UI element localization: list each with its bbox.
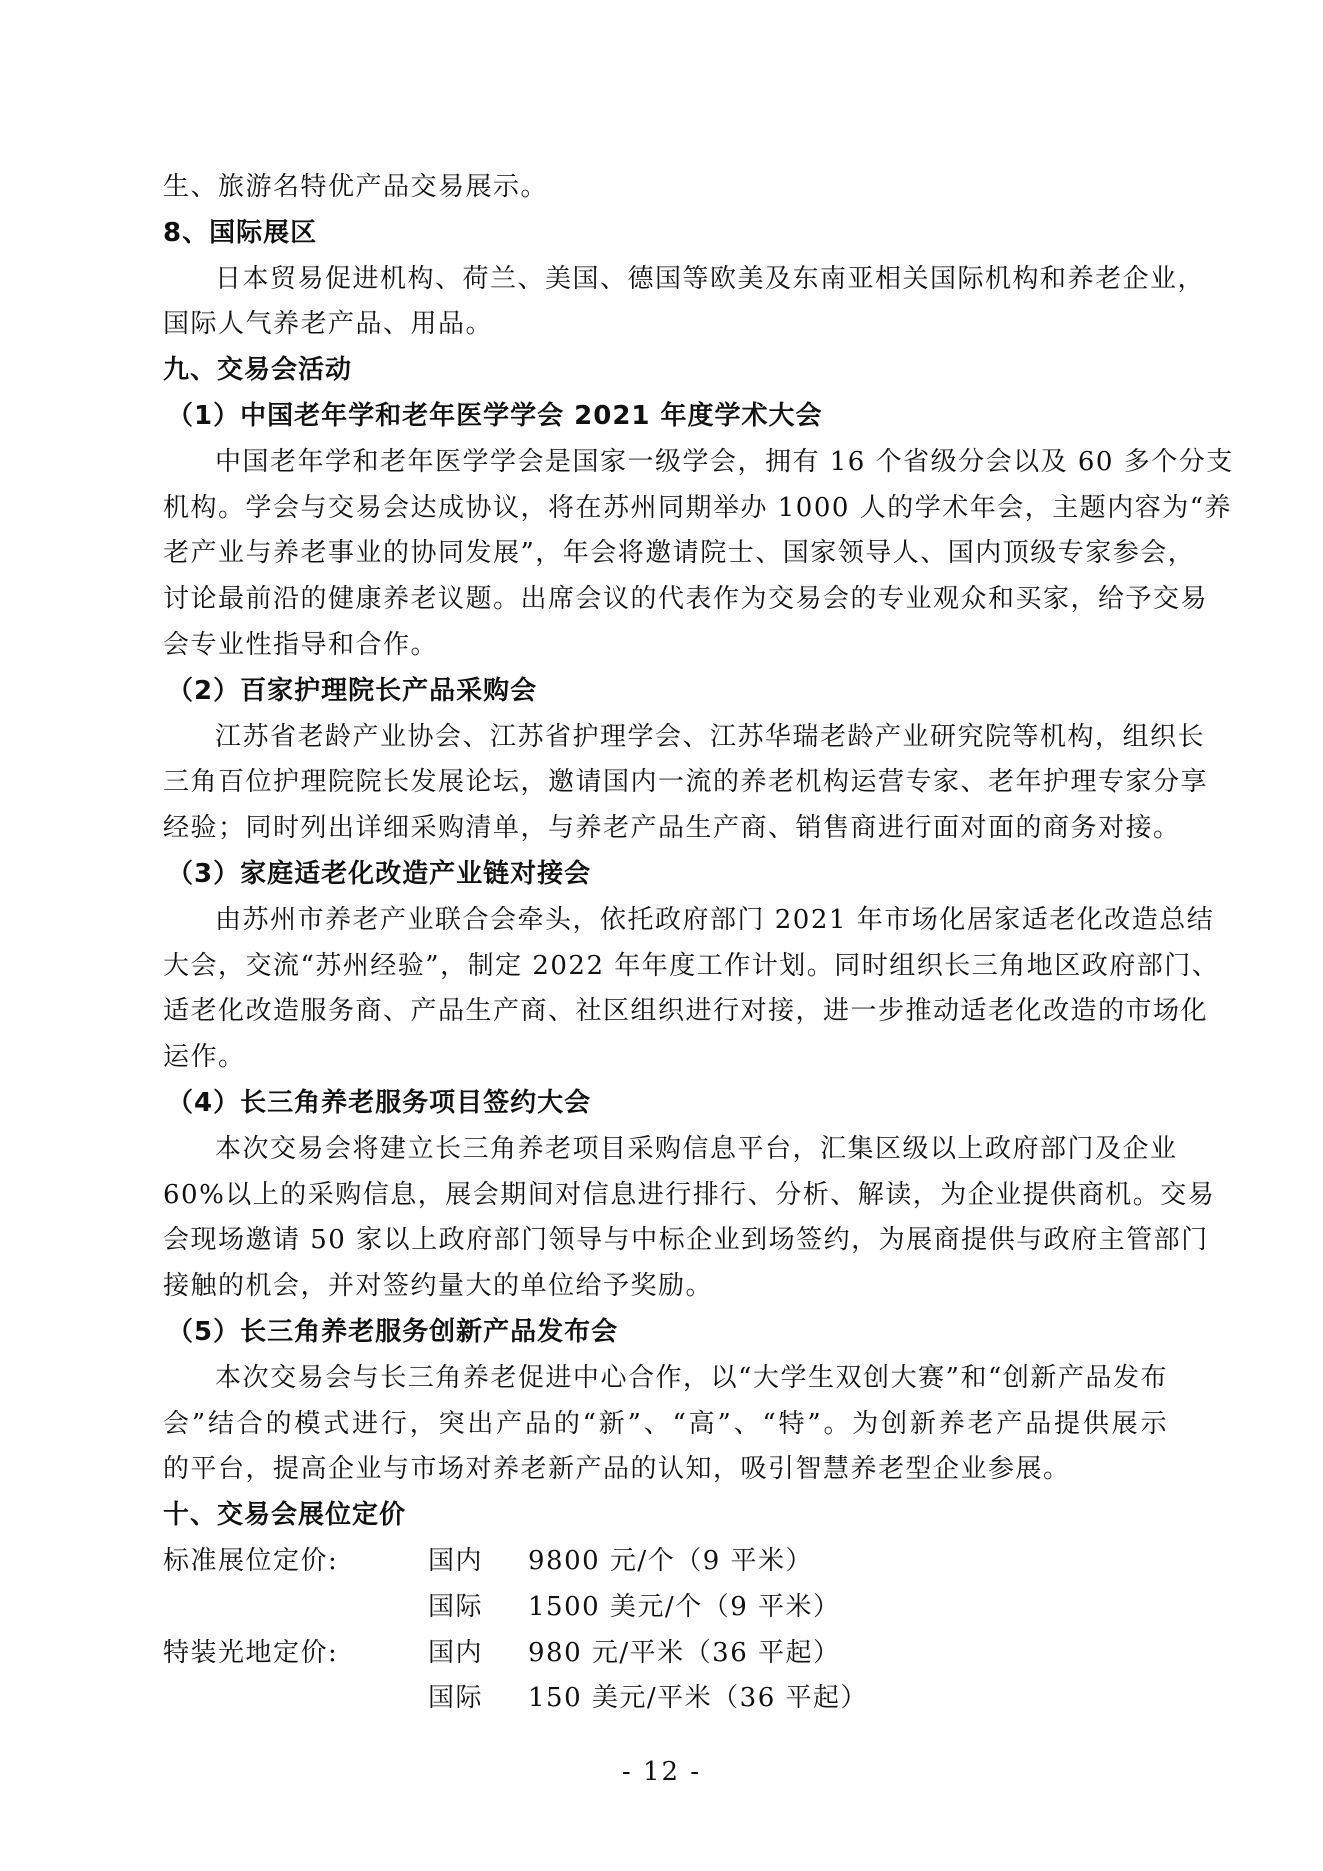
pricing-region: 国际 — [428, 1591, 484, 1622]
paragraph-line: 三角百位护理院院长发展论坛，邀请国内一流的养老机构运营专家、老年护理专家分享 — [163, 767, 1209, 798]
pricing-region: 国际 — [428, 1683, 484, 1714]
paragraph-line: 讨论最前沿的健康养老议题。出席会议的代表作为交易会的专业观众和买家，给予交易 — [163, 584, 1209, 615]
subsection-heading: （2）百家护理院长产品采购会 — [167, 675, 538, 706]
pricing-table — [163, 1539, 1168, 1722]
section-heading: 8、国际展区 — [163, 217, 318, 248]
document-page — [163, 165, 1234, 1722]
pricing-region: 国内 — [428, 1637, 484, 1668]
paragraph-line: 国际人气养老产品、用品。 — [163, 309, 494, 340]
paragraph-line: 老产业与养老事业的协同发展”，年会将邀请院士、国家领导人、国内顶级专家参会， — [163, 538, 1196, 569]
paragraph-line: 由苏州市养老产业联合会牵头，依托政府部门 2021 年市场化居家适老化改造总结 — [215, 904, 1215, 935]
paragraph-line: 江苏省老龄产业协会、江苏省护理学会、江苏华瑞老龄产业研究院等机构，组织长 — [215, 721, 1206, 752]
pricing-label: 特装光地定价: — [163, 1637, 339, 1668]
section-heading: 九、交易会活动 — [163, 355, 353, 386]
paragraph-line: 会现场邀请 50 家以上政府部门领导与中标企业到场签约，为展商提供与政府主管部门 — [163, 1225, 1209, 1256]
page-number: - 12 - — [621, 1757, 702, 1787]
subsection-heading: （4）长三角养老服务项目签约大会 — [167, 1087, 592, 1118]
paragraph-line: 接触的机会，并对签约量大的单位给予奖励。 — [163, 1271, 714, 1302]
paragraph-line: 生、旅游名特优产品交易展示。 — [163, 172, 549, 202]
pricing-price: 980 元/平米（36 平起） — [528, 1637, 841, 1668]
paragraph-line: 运作。 — [163, 1042, 246, 1073]
paragraph-line: 经验；同时列出详细采购清单，与养老产品生产商、销售商进行面对面的商务对接。 — [163, 813, 1181, 844]
paragraph-line: 会”结合的模式进行，突出产品的“新”、“高”、“特”。为创新养老产品提供展示 — [163, 1408, 1168, 1439]
pricing-row — [163, 1539, 1168, 1585]
subsection-heading: （5）长三角养老服务创新产品发布会 — [167, 1316, 619, 1347]
paragraph-line: 日本贸易促进机构、荷兰、美国、德国等欧美及东南亚相关国际机构和养老企业， — [215, 263, 1206, 294]
paragraph-line: 大会，交流“苏州经验”，制定 2022 年年度工作计划。同时组织长三角地区政府部门、 — [163, 950, 1220, 981]
pricing-row — [163, 1676, 1168, 1722]
subsection-heading: （3）家庭适老化改造产业链对接会 — [167, 858, 592, 889]
paragraph-line: 机构。学会与交易会达成协议，将在苏州同期举办 1000 人的学术年会，主题内容为“养 — [163, 492, 1232, 523]
pricing-price: 9800 元/个（9 平米） — [528, 1545, 813, 1576]
pricing-price: 150 美元/平米（36 平起） — [528, 1683, 868, 1714]
pricing-region: 国内 — [428, 1545, 484, 1576]
section-heading: 十、交易会展位定价 — [163, 1500, 407, 1531]
paragraph-line: 会专业性指导和合作。 — [163, 629, 439, 660]
pricing-row — [163, 1585, 1168, 1631]
paragraph-line: 本次交易会将建立长三角养老项目采购信息平台，汇集区级以上政府部门及企业 — [215, 1133, 1178, 1164]
pricing-row — [163, 1631, 1168, 1677]
paragraph-line: 60%以上的采购信息，展会期间对信息进行排行、分析、解读，为企业提供商机。交易 — [163, 1179, 1216, 1210]
paragraph-line: 中国老年学和老年医学学会是国家一级学会，拥有 16 个省级分会以及 60 多个分支 — [215, 446, 1234, 477]
body-text — [163, 165, 1234, 1539]
paragraph-line: 的平台，提高企业与市场对养老新产品的认知，吸引智慧养老型企业参展。 — [163, 1454, 1071, 1485]
paragraph-line: 适老化改造服务商、产品生产商、社区组织进行对接，进一步推动适老化改造的市场化 — [163, 996, 1209, 1027]
pricing-label: 标准展位定价: — [163, 1545, 339, 1576]
paragraph-line: 本次交易会与长三角养老促进中心合作，以“大学生双创大赛”和“创新产品发布 — [215, 1362, 1168, 1393]
pricing-price: 1500 美元/个（9 平米） — [528, 1591, 841, 1622]
subsection-heading: （1）中国老年学和老年医学学会 2021 年度学术大会 — [167, 400, 823, 431]
